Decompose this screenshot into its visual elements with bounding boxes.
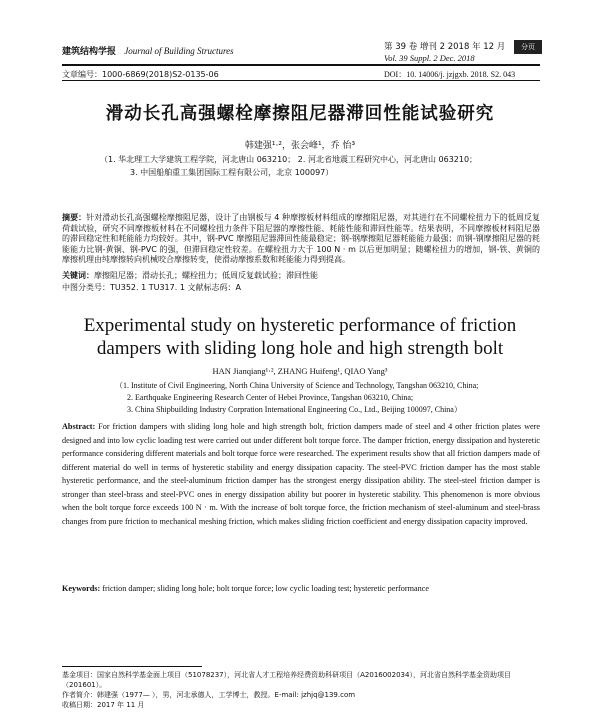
header-rule-bottom bbox=[62, 80, 540, 81]
abstract-text-en: For friction dampers with sliding long hole and high strength bolt, friction dampers made of steel and 4 other friction plates were designed and into low cyclic loading test were carried out under different bolt torque force. The damper friction, energy dissipation and hysteretic performance considering different materials and bolt torque force were researched. The experiment results show that all friction dampers made of different material do well in terms of hysteretic stability and energy dissipation capacity. The steel-PVC friction damper has the most stable hysteretic performance, and the steel-aluminum friction damper has the strongest energy dissipation ability. The steel-steel friction damper is stronger than steel-brass and steel-PVC ones in energy dissipation ability but poorer in hysteretic stability. This phenomenon is more obvious when the bolt torque force exceeds 100 N · m. With the increase of bolt torque force, the friction mechanism of steel-aluminum and steel-brass changes from pure friction to mechanical meshing friction, which makes sliding friction coefficient and energy dissipation capacity improved. bbox=[62, 422, 540, 526]
paper-title-en bbox=[0, 314, 600, 360]
keywords-en bbox=[62, 584, 540, 593]
header-rule bbox=[62, 64, 540, 66]
keywords-text-en: friction damper; sliding long hole; bolt torque force; low cyclic loading test; hysteretic performance bbox=[102, 584, 429, 593]
affiliations-cn bbox=[100, 153, 520, 179]
keywords-label-en: Keywords: bbox=[62, 584, 101, 593]
classification: 中图分类号：TU352. 1 TU317. 1 文献标志码：A bbox=[62, 283, 241, 292]
footnotes bbox=[62, 670, 540, 710]
abstract-cn bbox=[62, 213, 540, 266]
journal-header-left bbox=[62, 44, 234, 57]
abstract-text-cn: 针对滑动长孔高强螺栓摩擦阻尼器，设计了由钢板与 4 种摩擦板材料组成的摩擦阻尼器，对其进行在不同螺栓扭力下的低周反复荷载试验，研究不同摩擦板材料在不同螺栓扭力条件下阻尼器的摩擦性能、耗能性能和滞回性能等。结果表明，不同摩擦板材料阻尼器的滞回稳定性和耗能能力均较好。其中，钢-PVC 摩擦阻尼器滞回性能最稳定；钢-钢摩擦阻尼器耗能能力最强；而钢-钢摩擦阻尼器的耗能能力比钢-黄铜、钢-PVC 的强，但滞回稳定性较差。在螺栓扭力大于 100 N · m 以后更加明显；随螺栓扭力的增加，钢-铁、黄铜的摩擦机理由纯摩擦转向机械咬合摩擦转变，使滑动摩擦系数和耗能能力得到提高。 bbox=[62, 213, 541, 264]
footnote-received: 收稿日期：2017 年 11 月 bbox=[62, 701, 145, 709]
paper-title-cn: 滑动长孔高强螺栓摩擦阻尼器滞回性能试验研究 bbox=[105, 104, 495, 124]
footnote-rule bbox=[62, 666, 202, 667]
abstract-label-cn: 摘要： bbox=[62, 213, 87, 222]
journal-name-en: Journal of Building Structures bbox=[124, 46, 234, 56]
journal-name-cn: 建筑结构学报 bbox=[62, 47, 117, 57]
abstract-en bbox=[62, 420, 540, 528]
affiliation-en-line: 2. Earthquake Engineering Research Center of Hebei Province, Tangshan 063210, China; bbox=[127, 393, 414, 402]
affiliation-en-line: （1. Institute of Civil Engineering, North China University of Science and Technology, Tangshan 063210, China; bbox=[115, 381, 479, 390]
keywords-label-cn: 关键词： bbox=[62, 271, 94, 280]
volume-info bbox=[384, 42, 505, 64]
footnote-funding: 基金项目：国家自然科学基金面上项目（51078237），河北省人才工程培养经费资助科研项目（A2016002034），河北省自然科学基金资助项目（201601）。 bbox=[62, 671, 511, 689]
article-number: 文章编号：1000-6869(2018)S2-0135-06 bbox=[62, 70, 219, 79]
title-en-line: dampers with sliding long hole and high strength bolt bbox=[96, 338, 504, 359]
affiliation-cn-line: 3. 中国船舶重工集团国际工程有限公司，北京 100097） bbox=[130, 168, 334, 177]
authors-cn: 韩建强¹·²，张会峰¹，乔 怡³ bbox=[244, 141, 356, 151]
affiliation-en-line: 3. China Shipbuilding Industry Corpration International Engineering Co., Ltd., Beijing 100097, China） bbox=[127, 405, 462, 414]
title-en-line: Experimental study on hysteretic performance of friction bbox=[83, 315, 517, 336]
affiliation-cn-line: （1. 华北理工大学建筑工程学院，河北唐山 063210； 2. 河北省地震工程研究中心，河北唐山 063210； bbox=[100, 155, 478, 164]
doi: DOI：10. 14006/j. jzjgxb. 2018. S2. 043 bbox=[384, 70, 516, 79]
affiliations-en bbox=[115, 380, 555, 416]
authors-en: HAN Jianqiang¹·², ZHANG Huifeng¹, QIAO Yang³ bbox=[212, 366, 388, 376]
volume-cn: 第 39 卷 增刊 2 2018 年 12 月 bbox=[384, 42, 506, 52]
keywords-cn bbox=[62, 270, 540, 281]
abstract-label-en: Abstract: bbox=[62, 422, 96, 431]
page-badge: 分页 bbox=[514, 40, 542, 54]
keywords-text-cn: 摩擦阻尼器；滑动长孔；螺栓扭力；低周反复载试验；滞回性能 bbox=[94, 271, 318, 280]
volume-en: Vol. 39 Suppl. 2 Dec. 2018 bbox=[384, 53, 475, 63]
footnote-author: 作者简介：韩建强（1977— ），男，河北承德人，工学博士，教授。E-mail: jzhjq@139.com bbox=[62, 691, 356, 699]
